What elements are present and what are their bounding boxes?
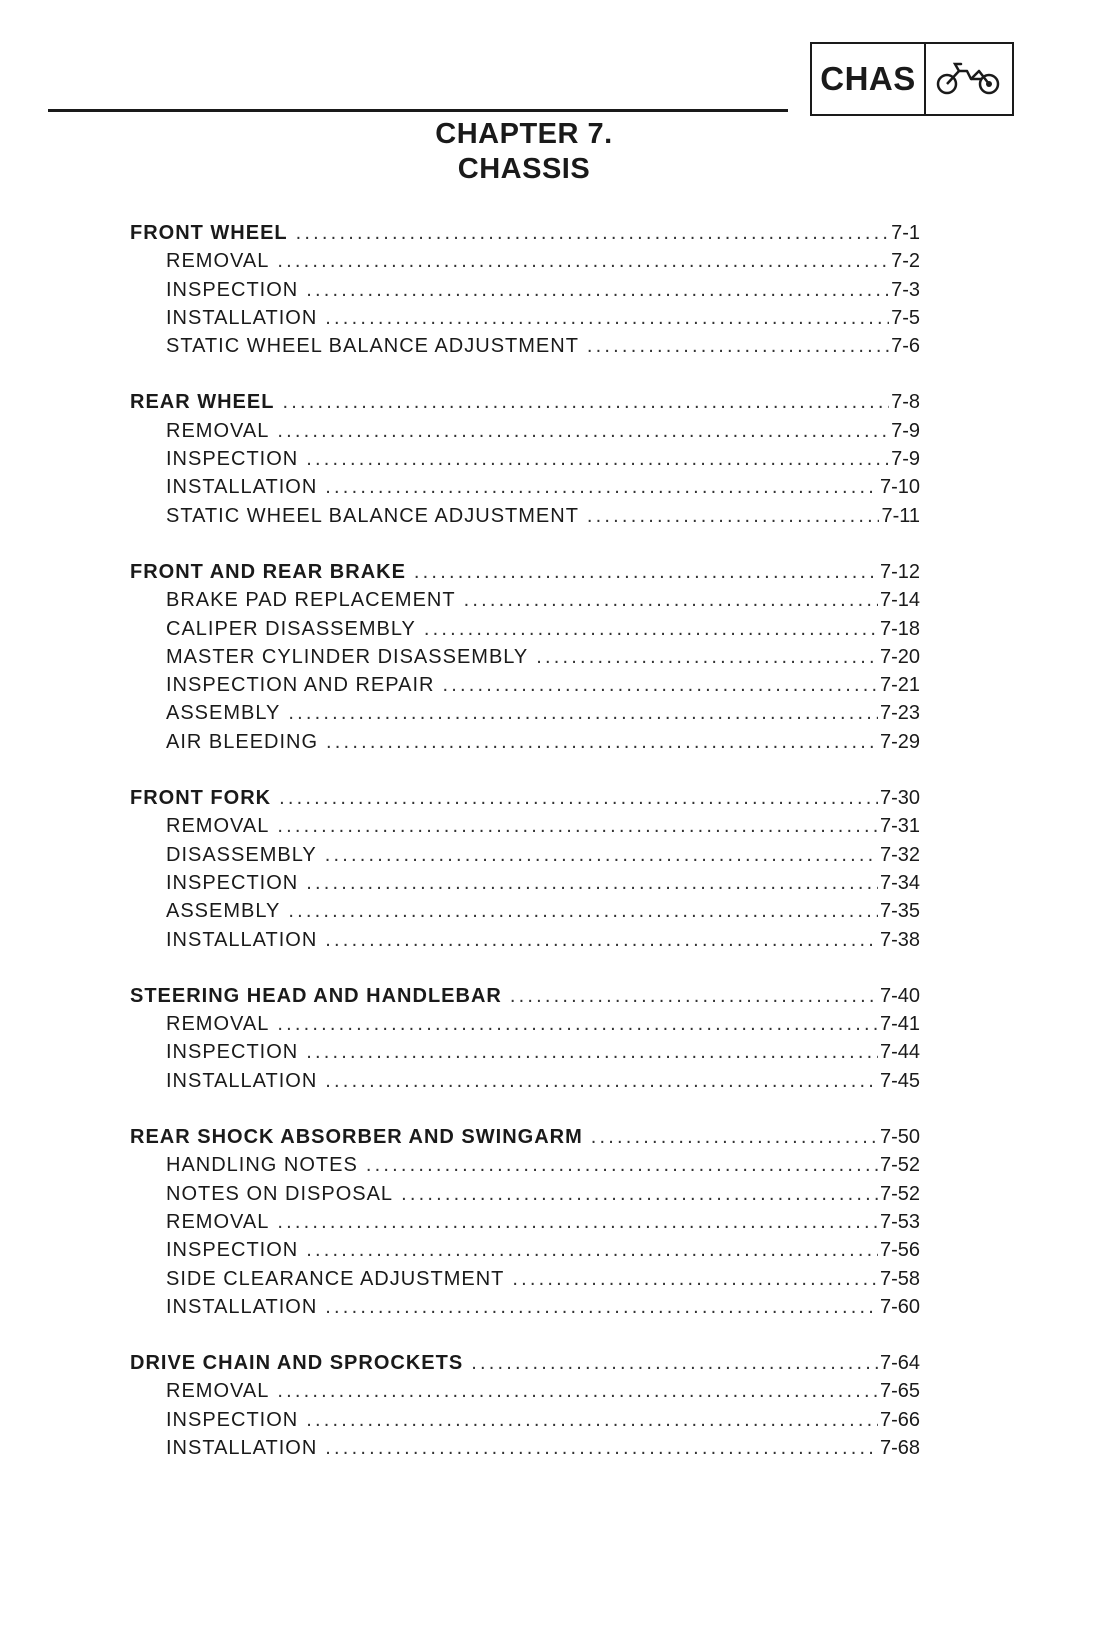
toc-entry [130, 900, 920, 928]
toc-entry-label: INSPECTION [166, 871, 299, 894]
toc-heading-page: 7-12 [879, 560, 920, 583]
toc-entry-page: 7-38 [879, 928, 920, 951]
section-tag: CHAS [812, 44, 926, 114]
dot-leader [277, 420, 889, 443]
toc-entry-page: 7-21 [879, 674, 920, 697]
toc-entry-page: 7-20 [879, 645, 920, 668]
toc-entry [130, 929, 920, 957]
toc-entry [130, 476, 920, 504]
toc-heading [130, 222, 920, 250]
toc-heading-page: 7-1 [891, 222, 920, 244]
toc-entry-label: REMOVAL [166, 815, 270, 838]
toc-entry [130, 702, 920, 730]
dot-leader [464, 589, 878, 612]
toc-entry-label: INSTALLATION [166, 928, 318, 951]
toc-heading-page: 7-64 [879, 1352, 920, 1375]
dot-leader [325, 307, 889, 330]
toc-entry-label: INSPECTION [166, 1041, 299, 1064]
toc-entry-label: INSPECTION AND REPAIR [166, 674, 435, 697]
dot-leader [306, 1041, 878, 1064]
toc-heading [130, 561, 920, 589]
dot-leader [279, 787, 878, 810]
toc-entry-label: REMOVAL [166, 1210, 270, 1233]
toc-heading-label: REAR WHEEL [130, 391, 275, 414]
toc-heading-label: FRONT AND REAR BRAKE [130, 560, 406, 583]
toc-entry [130, 1211, 920, 1239]
dot-leader [325, 1437, 878, 1460]
toc-entry-label: REMOVAL [166, 250, 270, 273]
toc-entry-label: STATIC WHEEL BALANCE ADJUSTMENT [166, 504, 579, 527]
toc-entry-page: 7-9 [891, 419, 920, 442]
dot-leader [306, 1239, 878, 1262]
toc-entry-label: STATIC WHEEL BALANCE ADJUSTMENT [166, 335, 579, 358]
toc-heading [130, 1352, 920, 1380]
toc-section [130, 787, 920, 957]
dot-leader [288, 900, 878, 923]
toc-entry-page: 7-60 [879, 1295, 920, 1318]
dot-leader [306, 872, 878, 895]
toc-entry [130, 674, 920, 702]
toc-entry-page: 7-45 [879, 1069, 920, 1092]
dot-leader [510, 985, 878, 1008]
dot-leader [591, 1126, 878, 1149]
toc-entry-page: 7-65 [879, 1380, 920, 1403]
toc-entry [130, 1013, 920, 1041]
dot-leader [306, 448, 889, 471]
toc-section [130, 1126, 920, 1324]
toc-heading-label: STEERING HEAD AND HANDLEBAR [130, 984, 502, 1007]
dot-leader [414, 561, 878, 584]
toc-entry-page: 7-18 [879, 617, 920, 640]
toc-entry [130, 618, 920, 646]
toc-entry [130, 872, 920, 900]
chapter-title: CHASSIS [457, 153, 591, 185]
toc-entry-label: INSTALLATION [166, 1069, 318, 1092]
toc-entry-label: REMOVAL [166, 1380, 270, 1403]
toc-entry-page: 7-2 [891, 250, 920, 273]
toc-entry [130, 448, 920, 476]
toc-entry [130, 307, 920, 335]
toc-entry [130, 335, 920, 363]
toc-entry-label: INSPECTION [166, 1408, 299, 1431]
table-of-contents [130, 222, 920, 1493]
toc-entry [130, 731, 920, 759]
toc-entry-label: INSTALLATION [166, 476, 318, 499]
toc-entry-page: 7-52 [879, 1154, 920, 1177]
dot-leader [306, 1409, 878, 1432]
section-tag-box [810, 42, 1014, 116]
toc-entry-page: 7-44 [879, 1041, 920, 1064]
toc-entry-label: INSTALLATION [166, 1436, 318, 1459]
toc-entry-label: INSTALLATION [166, 306, 318, 329]
toc-entry-label: SIDE CLEARANCE ADJUSTMENT [166, 1267, 505, 1290]
toc-entry-label: HANDLING NOTES [166, 1154, 358, 1177]
dot-leader [277, 250, 889, 273]
toc-entry-label: ASSEMBLY [166, 702, 281, 725]
dot-leader [306, 279, 889, 302]
toc-heading-label: REAR SHOCK ABSORBER AND SWINGARM [130, 1126, 583, 1149]
toc-entry-page: 7-6 [891, 335, 920, 358]
dot-leader [587, 335, 889, 358]
dot-leader [326, 731, 878, 754]
toc-entry-page: 7-35 [879, 900, 920, 923]
toc-entry [130, 1183, 920, 1211]
toc-entry-page: 7-14 [879, 589, 920, 612]
dot-leader [587, 505, 880, 528]
chapter-number: CHAPTER 7. [435, 118, 613, 150]
dot-leader [277, 1380, 878, 1403]
toc-entry-page: 7-53 [879, 1210, 920, 1233]
toc-heading-page: 7-8 [891, 391, 920, 414]
toc-entry-label: INSPECTION [166, 1239, 299, 1262]
dot-leader [277, 1211, 878, 1234]
toc-entry [130, 1268, 920, 1296]
toc-entry-page: 7-56 [879, 1239, 920, 1262]
toc-heading [130, 1126, 920, 1154]
toc-entry-label: CALIPER DISASSEMBLY [166, 617, 416, 640]
toc-heading [130, 787, 920, 815]
toc-entry-page: 7-5 [891, 306, 920, 329]
toc-heading-page: 7-50 [879, 1126, 920, 1149]
header-rule [48, 109, 788, 112]
toc-entry [130, 1437, 920, 1465]
toc-entry-page: 7-66 [879, 1408, 920, 1431]
toc-entry-label: NOTES ON DISPOSAL [166, 1182, 394, 1205]
dot-leader [277, 1013, 878, 1036]
toc-entry [130, 589, 920, 617]
dot-leader [512, 1268, 878, 1291]
toc-entry-page: 7-58 [879, 1267, 920, 1290]
toc-entry [130, 1070, 920, 1098]
toc-entry [130, 1041, 920, 1069]
toc-entry [130, 250, 920, 278]
toc-section [130, 222, 920, 363]
toc-heading [130, 391, 920, 419]
toc-entry-label: INSPECTION [166, 278, 299, 301]
toc-entry [130, 646, 920, 674]
toc-heading [130, 985, 920, 1013]
toc-entry [130, 420, 920, 448]
toc-entry-label: BRAKE PAD REPLACEMENT [166, 589, 456, 612]
dot-leader [401, 1183, 878, 1206]
toc-entry-page: 7-23 [879, 702, 920, 725]
dot-leader [366, 1154, 878, 1177]
dot-leader [471, 1352, 878, 1375]
dot-leader [282, 391, 889, 414]
toc-entry [130, 1296, 920, 1324]
toc-entry-page: 7-3 [891, 278, 920, 301]
motorcycle-icon [926, 44, 1012, 114]
toc-entry-label: AIR BLEEDING [166, 730, 319, 753]
dot-leader [424, 618, 878, 641]
toc-entry-page: 7-32 [879, 843, 920, 866]
toc-entry-label: INSPECTION [166, 448, 299, 471]
toc-entry [130, 1154, 920, 1182]
toc-entry-page: 7-34 [879, 871, 920, 894]
toc-heading-label: FRONT WHEEL [130, 222, 288, 244]
toc-entry-label: MASTER CYLINDER DISASSEMBLY [166, 645, 529, 668]
toc-entry-label: REMOVAL [166, 419, 270, 442]
toc-entry-page: 7-29 [879, 730, 920, 753]
toc-entry-page: 7-11 [881, 504, 920, 527]
toc-entry [130, 815, 920, 843]
dot-leader [296, 222, 889, 245]
toc-heading-page: 7-30 [879, 787, 920, 810]
dot-leader [442, 674, 878, 697]
dot-leader [325, 476, 878, 499]
toc-entry [130, 844, 920, 872]
dot-leader [288, 702, 878, 725]
toc-entry-label: INSTALLATION [166, 1295, 318, 1318]
dot-leader [325, 929, 878, 952]
dot-leader [325, 1070, 878, 1093]
toc-entry-label: DISASSEMBLY [166, 843, 317, 866]
dot-leader [277, 815, 878, 838]
toc-section [130, 985, 920, 1098]
toc-entry [130, 1380, 920, 1408]
toc-entry [130, 505, 920, 533]
toc-heading-label: DRIVE CHAIN AND SPROCKETS [130, 1352, 464, 1375]
toc-entry-label: ASSEMBLY [166, 900, 281, 923]
toc-section [130, 391, 920, 532]
toc-entry-page: 7-68 [879, 1436, 920, 1459]
toc-entry [130, 1409, 920, 1437]
toc-section [130, 561, 920, 759]
dot-leader [325, 1296, 878, 1319]
toc-section [130, 1352, 920, 1465]
toc-entry-page: 7-9 [891, 448, 920, 471]
toc-heading-label: FRONT FORK [130, 787, 272, 810]
toc-entry [130, 1239, 920, 1267]
toc-heading-page: 7-40 [879, 984, 920, 1007]
toc-entry-page: 7-31 [879, 815, 920, 838]
dot-leader [536, 646, 878, 669]
toc-entry-label: REMOVAL [166, 1013, 270, 1036]
toc-entry-page: 7-41 [879, 1013, 920, 1036]
toc-entry [130, 279, 920, 307]
toc-entry-page: 7-10 [879, 476, 920, 499]
toc-entry-page: 7-52 [879, 1182, 920, 1205]
dot-leader [325, 844, 878, 867]
